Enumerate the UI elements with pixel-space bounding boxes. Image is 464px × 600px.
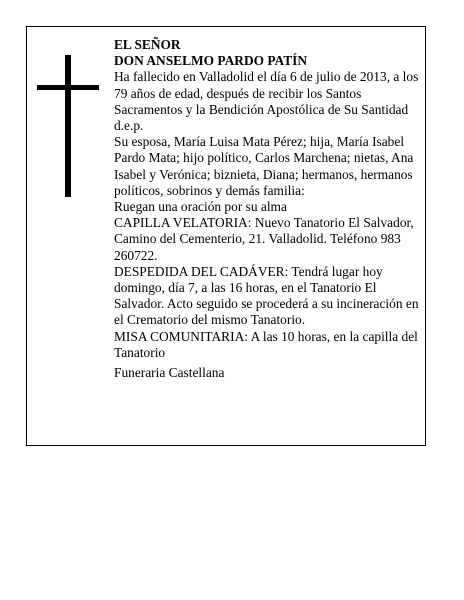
funeral-home-signature: Funeraria Castellana bbox=[114, 365, 225, 381]
cross-vertical-bar bbox=[65, 55, 71, 197]
notice-text bbox=[114, 37, 420, 381]
family-list: Su esposa, María Luisa Mata Pérez; hija, María Isabel Pardo Mata; hijo político, Carlos Marchena; nietas, Ana Isabel y Verónica; biznieta, Diana; hermanos, hermanos políticos, sobrinos y demás familia: bbox=[114, 134, 414, 198]
death-announcement: Ha fallecido en Valladolid el día 6 de julio de 2013, a los 79 años de edad, después de recibir los Santos Sacramentos y la Bendición Apostólica de Su Santidad d.e.p. bbox=[114, 69, 419, 134]
farewell-info: DESPEDIDA DEL CADÁVER: Tendrá lugar hoy domingo, día 7, a las 16 horas, en el Tanatorio El Salvador. Acto seguido se procederá a su incineración en el Crematorio del mismo Tanatorio. bbox=[114, 263, 419, 328]
wake-chapel-info: CAPILLA VELATORIA: Nuevo Tanatorio El Salvador, Camino del Cementerio, 21. Valladolid. Teléfono 983 260722. bbox=[114, 215, 414, 263]
cross-horizontal-bar bbox=[37, 85, 99, 90]
prayer-request: Ruegan una oración por su alma bbox=[114, 199, 287, 215]
deceased-name: DON ANSELMO PARDO PATÍN bbox=[114, 53, 308, 69]
title-line-1: EL SEÑOR bbox=[114, 37, 181, 52]
mass-info: MISA COMUNITARIA: A las 10 horas, en la capilla del Tanatorio bbox=[114, 328, 418, 360]
